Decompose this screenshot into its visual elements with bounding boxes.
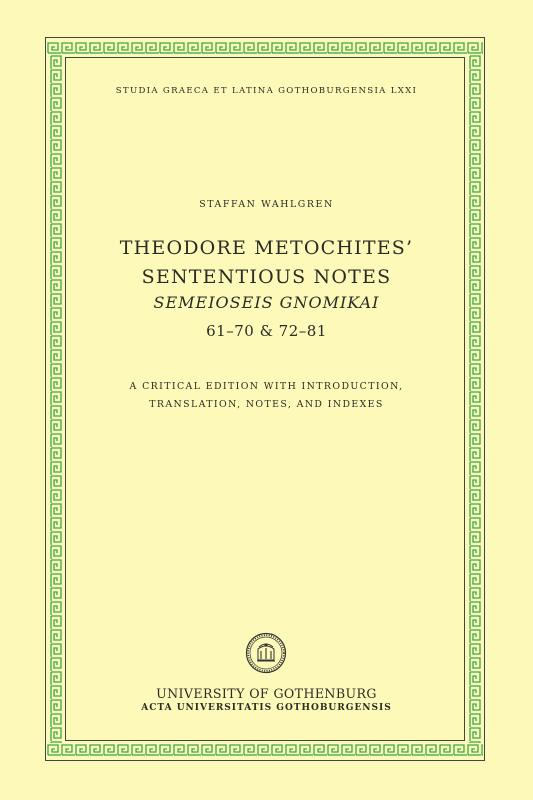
book-subtitle: SEMEIOSEIS GNOMIKAI — [153, 293, 380, 312]
description-line-2: TRANSLATION, NOTES, AND INDEXES — [149, 399, 384, 410]
greek-key-border-top — [47, 41, 485, 55]
university-name: UNIVERSITY OF GOTHENBURG — [156, 686, 377, 701]
greek-key-border-bottom — [47, 743, 485, 757]
book-range: 61–70 & 72–81 — [206, 322, 327, 340]
author-name: STAFFAN WAHLGREN — [199, 199, 334, 210]
series-title: STUDIA GRAECA ET LATINA GOTHOBURGENSIA LXXI — [115, 86, 418, 96]
book-title-line-2: SENTENTIOUS NOTES — [141, 266, 392, 288]
university-seal-icon — [245, 632, 287, 674]
description-line-1: A CRITICAL EDITION WITH INTRODUCTION, — [129, 381, 404, 392]
acta-series-name: ACTA UNIVERSITATIS GOTHOBURGENSIS — [141, 703, 392, 713]
book-title-line-1: THEODORE METOCHITES’ — [119, 237, 414, 259]
